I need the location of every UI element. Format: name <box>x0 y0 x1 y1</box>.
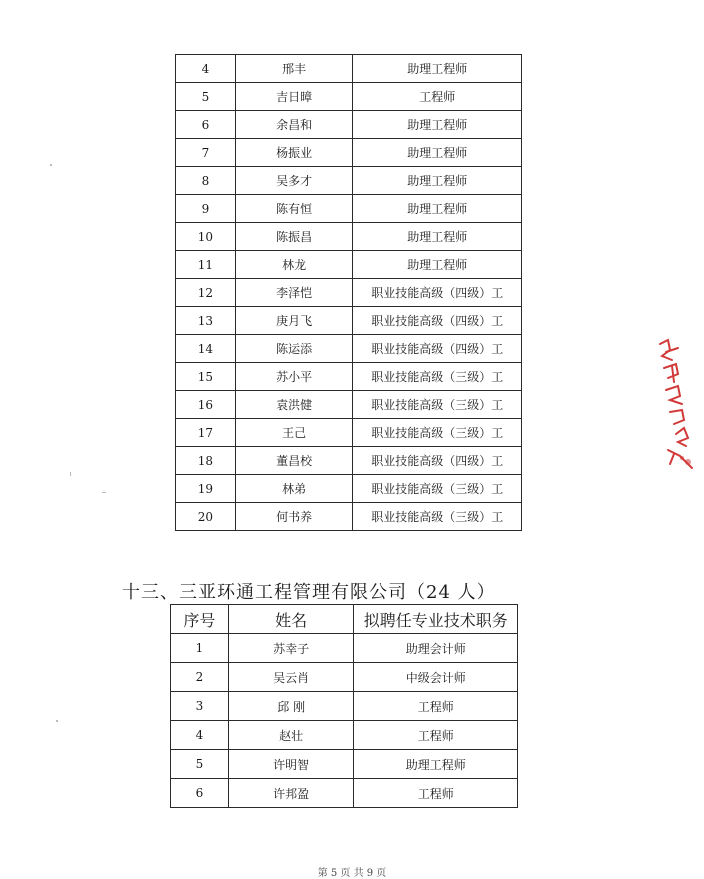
row-title: 职业技能高级（四级）工 <box>353 307 522 335</box>
table-row <box>176 419 522 447</box>
table-row <box>176 251 522 279</box>
row-title: 助理工程师 <box>354 750 518 779</box>
row-serial-number: 6 <box>176 111 236 139</box>
table-row <box>171 750 518 779</box>
table-row <box>171 779 518 808</box>
row-title: 助理工程师 <box>353 55 522 83</box>
scan-mark <box>70 472 71 476</box>
row-name: 余昌和 <box>235 111 353 139</box>
row-serial-number: 16 <box>176 391 236 419</box>
table-row <box>176 111 522 139</box>
row-serial-number: 10 <box>176 223 236 251</box>
table-row <box>176 447 522 475</box>
scan-mark <box>102 492 106 493</box>
row-name: 邱 刚 <box>228 692 354 721</box>
table-header-row <box>171 605 518 634</box>
row-title: 助理工程师 <box>353 195 522 223</box>
table-row <box>176 223 522 251</box>
row-serial-number: 15 <box>176 363 236 391</box>
row-name: 陈振昌 <box>235 223 353 251</box>
row-serial-number: 18 <box>176 447 236 475</box>
row-serial-number: 13 <box>176 307 236 335</box>
table-row <box>171 634 518 663</box>
table-row <box>176 55 522 83</box>
row-serial-number: 12 <box>176 279 236 307</box>
row-serial-number: 8 <box>176 167 236 195</box>
row-title: 工程师 <box>354 779 518 808</box>
row-title: 职业技能高级（三级）工 <box>353 391 522 419</box>
row-name: 许明智 <box>228 750 354 779</box>
row-title: 助理工程师 <box>353 223 522 251</box>
row-name: 何书养 <box>235 503 353 531</box>
scan-mark <box>56 720 58 722</box>
table-row <box>176 167 522 195</box>
row-serial-number: 9 <box>176 195 236 223</box>
personnel-table-body <box>176 55 522 531</box>
table-row <box>176 139 522 167</box>
row-name: 陈有恒 <box>235 195 353 223</box>
table-row <box>176 83 522 111</box>
row-title: 职业技能高级（三级）工 <box>353 475 522 503</box>
table-row <box>176 279 522 307</box>
personnel-table-continued <box>175 54 522 531</box>
row-serial-number: 11 <box>176 251 236 279</box>
table-row <box>176 503 522 531</box>
table-row <box>176 363 522 391</box>
row-name: 董昌校 <box>235 447 353 475</box>
table-row <box>176 475 522 503</box>
row-serial-number: 1 <box>171 634 229 663</box>
row-name: 许邦盈 <box>228 779 354 808</box>
company-personnel-table <box>170 604 518 808</box>
row-serial-number: 6 <box>171 779 229 808</box>
table-row <box>176 195 522 223</box>
row-title: 职业技能高级（四级）工 <box>353 447 522 475</box>
row-name: 吴云肖 <box>228 663 354 692</box>
header-proposed-title: 拟聘任专业技术职务 <box>354 605 518 634</box>
header-serial-number: 序号 <box>171 605 229 634</box>
row-name: 吉日暲 <box>235 83 353 111</box>
row-name: 庚月飞 <box>235 307 353 335</box>
row-title: 助理工程师 <box>353 167 522 195</box>
row-serial-number: 20 <box>176 503 236 531</box>
seal-stamp <box>648 338 698 478</box>
table-row <box>176 307 522 335</box>
row-title: 职业技能高级（三级）工 <box>353 363 522 391</box>
row-serial-number: 14 <box>176 335 236 363</box>
row-name: 王己 <box>235 419 353 447</box>
row-title: 职业技能高级（三级）工 <box>353 419 522 447</box>
row-title: 工程师 <box>354 692 518 721</box>
row-serial-number: 3 <box>171 692 229 721</box>
row-name: 吴多才 <box>235 167 353 195</box>
row-name: 赵壮 <box>228 721 354 750</box>
row-name: 袁洪健 <box>235 391 353 419</box>
row-name: 林龙 <box>235 251 353 279</box>
row-title: 职业技能高级（四级）工 <box>353 335 522 363</box>
company-table-body <box>171 634 518 808</box>
row-title: 助理工程师 <box>353 111 522 139</box>
row-title: 助理工程师 <box>353 139 522 167</box>
row-name: 苏小平 <box>235 363 353 391</box>
row-serial-number: 19 <box>176 475 236 503</box>
table-row <box>176 335 522 363</box>
row-name: 陈运添 <box>235 335 353 363</box>
row-title: 职业技能高级（四级）工 <box>353 279 522 307</box>
table-row <box>171 663 518 692</box>
row-title: 助理会计师 <box>354 634 518 663</box>
row-serial-number: 4 <box>176 55 236 83</box>
page-footer: 第 5 页 共 9 页 <box>317 868 387 879</box>
table-row <box>171 692 518 721</box>
row-title: 中级会计师 <box>354 663 518 692</box>
row-title: 工程师 <box>354 721 518 750</box>
row-serial-number: 7 <box>176 139 236 167</box>
section-heading: 十三、三亚环通工程管理有限公司（24 人） <box>122 582 496 603</box>
row-serial-number: 4 <box>171 721 229 750</box>
header-name: 姓名 <box>228 605 354 634</box>
row-serial-number: 5 <box>176 83 236 111</box>
row-title: 工程师 <box>353 83 522 111</box>
row-name: 李泽恺 <box>235 279 353 307</box>
row-name: 苏幸子 <box>228 634 354 663</box>
row-serial-number: 17 <box>176 419 236 447</box>
table-row <box>171 721 518 750</box>
row-name: 杨振业 <box>235 139 353 167</box>
row-serial-number: 5 <box>171 750 229 779</box>
row-title: 助理工程师 <box>353 251 522 279</box>
row-serial-number: 2 <box>171 663 229 692</box>
table-row <box>176 391 522 419</box>
scan-mark <box>50 164 52 166</box>
row-title: 职业技能高级（三级）工 <box>353 503 522 531</box>
row-name: 林弟 <box>235 475 353 503</box>
row-name: 邢丰 <box>235 55 353 83</box>
